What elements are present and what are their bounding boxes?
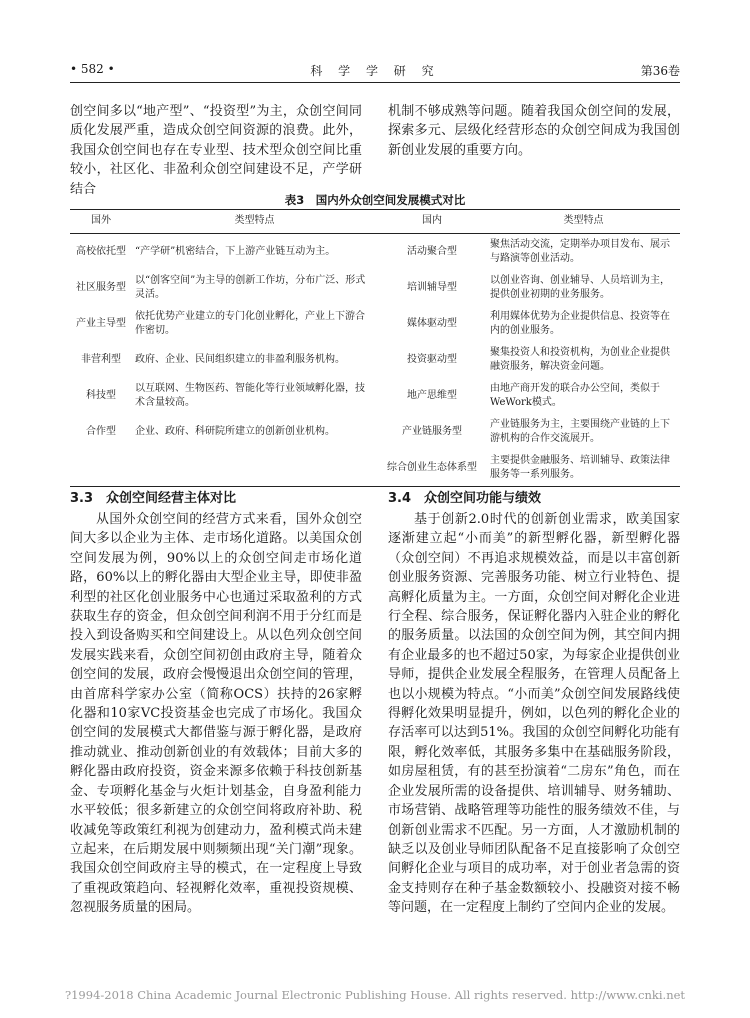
section-3-3-body: 从国外众创空间的经营方式来看，国外众创空间大多以企业为主体、走市场化道路。以美国众创空间发展为例，90%以上的众创空间走市场化道路，60%以上的孵化器由大型企业主导，即使非盈利型的社区化创业服务中心也通过采取盈利的方式获取生存的资金，但众创空间利润不用于分红而是投入到设备购买和空间建设上。从以色列众创空间发展实践来看，众创空间初创由政府主导，随着众创空间的发展，政府会慢慢退出众创空间的管理，由首席科学家办公室（简称OCS）扶持的26家孵化器和10家VC投资基金也完成了市场化。我国众创空间的发展模式大都借鉴与源于孵化器，是政府推动就业、推动创新创业的有效载体；目前大多的孵化器由政府投资，资金来源多依赖于科技创新基金、专项孵化基金与火炬计划基金，自身盈利能力水平较低；很多新建立的众创空间将政府补助、税收减免等政策红利视为创建动力，盈利模式尚未建立起来，在后期发展中则频频出现“关门潮”现象。我国众创空间政府主导的模式，在一定程度上导致了重视政策趋向、轻视孵化效率，重视投资规模、忽视服务质量的困局。 [70,512,362,916]
table-row [70,414,680,450]
foreign-type: 产业主导型 [76,317,126,329]
table-row [70,306,680,342]
section-3-4-heading: 3.4 众创空间功能与绩效 [388,491,542,506]
foreign-feature: 企业、政府、科研院所建立的创新创业机构。 [135,425,335,437]
domestic-type: 产业链服务型 [402,425,462,437]
foreign-type [70,450,132,487]
domestic-feature: 主要提供金融服务、培训辅导、政策法律服务等一系列服务。 [487,450,680,487]
header-foreign-features: 类型特点 [132,210,377,234]
foreign-feature: 以“创客空间”为主导的创新工作坊，分布广泛、形式灵活。 [135,274,366,300]
page-number: • 582 • [70,62,115,76]
domestic-type: 媒体驱动型 [407,317,457,329]
top-left-paragraph: 创空间多以“地产型”、“投资型”为主，众创空间同质化发展严重，造成众创空间资源的浪费。此外，我国众创空间也存在专业型、技术型众创空间比重较小，社区化、非盈利众创空间建设不足，产学研结合 [70,104,362,197]
table-row [70,450,680,487]
domestic-feature: 以创业咨询、创业辅导、人员培训为主，提供创业初期的业务服务。 [490,274,670,300]
foreign-type: 社区服务型 [76,281,126,293]
foreign-feature: 以互联网、生物医药、智能化等行业领域孵化器，技术含量较高。 [135,382,365,408]
header-domestic: 国内 [377,210,487,234]
comparison-table [70,209,680,487]
foreign-type: 高校依托型 [76,245,126,257]
table-caption: 表3 国内外众创空间发展模式对比 [284,193,466,207]
foreign-type: 科技型 [86,389,116,401]
page-header [70,60,680,83]
top-right-paragraph: 机制不够成熟等问题。随着我国众创空间的发展，探索多元、层级化经营形态的众创空间成为我国创新创业发展的重要方向。 [388,104,680,158]
foreign-type: 合作型 [86,425,116,437]
domestic-feature: 产业链服务为主，主要围绕产业链的上下游机构的合作交流展开。 [490,418,670,444]
foreign-feature: 政府、企业、民间组织建立的非盈利服务机构。 [135,353,345,365]
foreign-feature: 依托优势产业建立的专门化创业孵化，产业上下游合作密切。 [135,310,365,336]
domestic-feature: 聚焦活动交流，定期举办项目发布、展示与路演等创业活动。 [490,238,670,264]
domestic-type: 活动聚合型 [407,245,457,257]
table-row [70,270,680,306]
domestic-type: 地产思维型 [407,389,457,401]
header-domestic-features: 类型特点 [487,210,680,234]
section-3-4-body: 基于创新2.0时代的创新创业需求，欧美国家逐渐建立起“小而美”的新型孵化器，新型孵化器（众创空间）不再追求规模效益，而是以丰富创新创业服务资源、完善服务功能、树立行业特色、提高孵化质量为主。一方面，众创空间对孵化企业进行全程、综合服务，保证孵化器内入驻企业的孵化的服务质量。以法国的众创空间为例，其空间内拥有企业最多的也不超过50家，为每家企业提供创业导师，提供企业发展全程服务，在管理人员配备上也以小规模为特点。“小而美”众创空间发展路线使得孵化效果明显提升，例如，以色列的孵化企业的存活率可以达到51%。我国的众创空间孵化功能有限，孵化效率低，其服务多集中在基础服务阶段，如房屋租赁，有的甚至扮演着“二房东”角色，而在企业发展所需的设备提供、培训辅导、财务辅助、市场营销、战略管理等功能性的服务绩效不佳，与创新创业需求不匹配。另一方面，人才激励机制的缺乏以及创业导师团队配备不足直接影响了众创空间孵化企业与项目的成功率，对于创业者急需的资金支持则存在种子基金数额较小、投融资对接不畅等问题，在一定程度上制约了空间内企业的发展。 [388,512,680,916]
journal-title: 科 学 学 研 究 [310,64,440,78]
copyright-footer: ?1994-2018 China Academic Journal Electronic Publishing House. All rights reserved. http://www.cnki.net [64,988,686,1002]
domestic-feature: 由地产商开发的联合办公空间，类似于WeWork模式。 [490,382,660,408]
domestic-type: 培训辅导型 [407,281,457,293]
volume-label: 第36卷 [640,64,680,78]
table-row [70,342,680,378]
foreign-feature [132,450,377,487]
domestic-feature: 聚集投资人和投资机构，为创业企业提供融资服务，解决资金问题。 [490,346,670,372]
section-3-3-heading: 3.3 众创空间经营主体对比 [70,491,237,506]
header-foreign: 国外 [70,210,132,234]
domestic-type: 投资驱动型 [407,353,457,365]
table-row [70,233,680,270]
table-header-row [70,210,680,234]
table-row [70,378,680,414]
foreign-feature: “产学研”机密结合，下上游产业链互动为主。 [135,245,336,257]
foreign-type: 非营利型 [81,353,121,365]
domestic-feature: 利用媒体优势为企业提供信息、投资等在内的创业服务。 [490,310,670,336]
domestic-type: 综合创业生态体系型 [377,450,487,487]
